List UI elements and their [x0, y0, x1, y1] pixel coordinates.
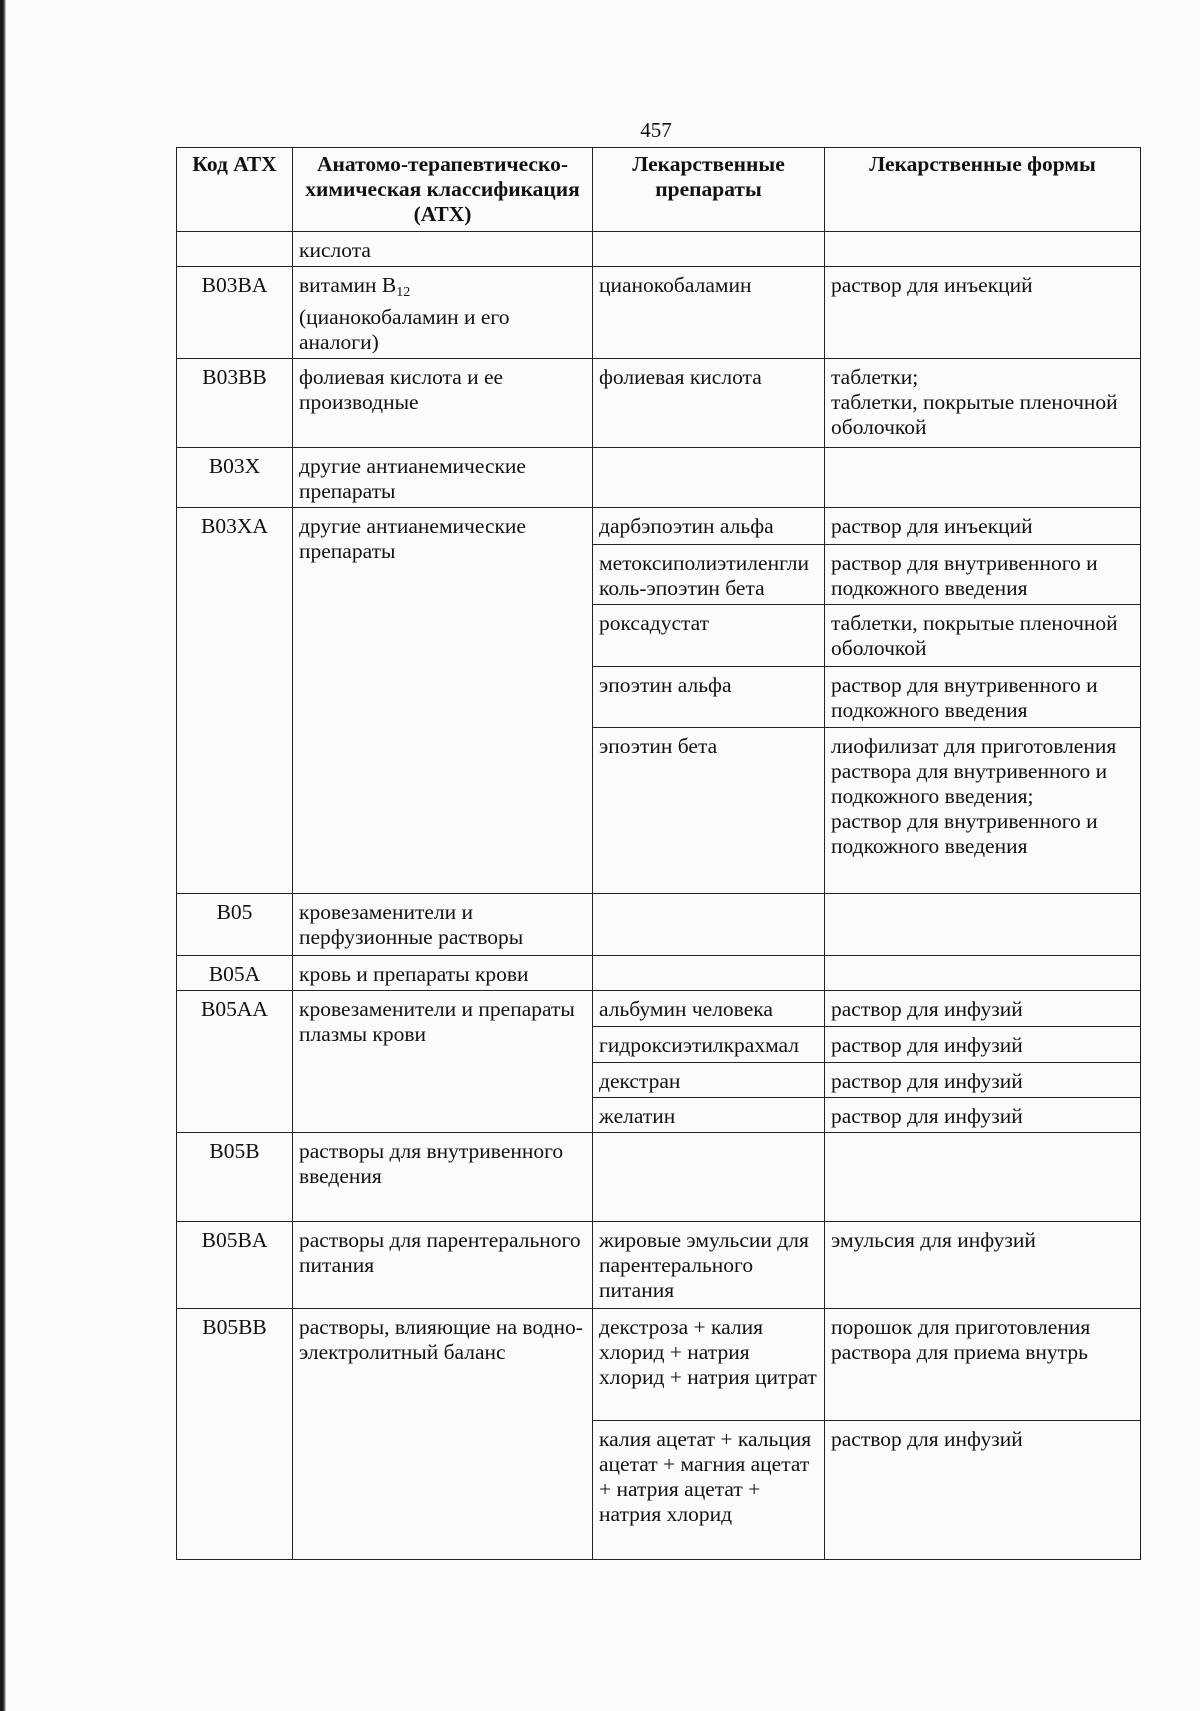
- atc-code: B05A: [177, 956, 293, 991]
- drug-name: эпоэтин альфа: [593, 667, 825, 728]
- drug-name: жировые эмульсии для парентерального питания: [593, 1222, 825, 1309]
- dosage-form: раствор для инъекций: [825, 267, 1141, 359]
- table-row: [177, 956, 1141, 991]
- drug-name: декстроза + калия хлорид + натрия хлорид + натрия цитрат: [593, 1309, 825, 1421]
- dosage-form: [825, 728, 1141, 894]
- header-atc-code: Код АТХ: [177, 148, 293, 232]
- atc-table: [176, 147, 1141, 1560]
- drug-name: декстран: [593, 1063, 825, 1098]
- page-number: 457: [640, 118, 672, 142]
- drug-name: [593, 1133, 825, 1222]
- atc-group: кровь и препараты крови: [293, 956, 593, 991]
- atc-group: кислота: [293, 232, 593, 267]
- drug-name: желатин: [593, 1098, 825, 1133]
- drug-name: метоксиполиэтиленгликоль-эпоэтин бета: [593, 545, 825, 605]
- drug-name: [593, 448, 825, 508]
- atc-code: B03BA: [177, 267, 293, 359]
- drug-name: калия ацетат + кальция ацетат + магния ацетат + натрия ацетат + натрия хлорид: [593, 1421, 825, 1560]
- drug-name: фолиевая кислота: [593, 359, 825, 448]
- drug-name: [593, 894, 825, 956]
- table-row: [177, 448, 1141, 508]
- atc-code: B05BB: [177, 1309, 293, 1560]
- dosage-form: [825, 359, 1141, 448]
- atc-group: кровезаменители и препараты плазмы крови: [293, 991, 593, 1133]
- table-row: [177, 1222, 1141, 1309]
- atc-group: другие антианемические препараты: [293, 508, 593, 894]
- dosage-form: раствор для инъекций: [825, 508, 1141, 545]
- table-row: [177, 991, 1141, 1027]
- dosage-form: таблетки, покрытые пленочной оболочкой: [825, 605, 1141, 667]
- drug-name: [593, 956, 825, 991]
- header-drugs: Лекарственные препараты: [593, 148, 825, 232]
- drug-name: роксадустат: [593, 605, 825, 667]
- scan-edge: [0, 0, 6, 1711]
- atc-group: другие антианемические препараты: [293, 448, 593, 508]
- dosage-form-line: таблетки, покрытые пленочной оболочкой: [831, 390, 1118, 439]
- dosage-form: раствор для инфузий: [825, 1063, 1141, 1098]
- table-row: [177, 1309, 1141, 1421]
- dosage-form-line: лиофилизат для приготовления раствора для внутривенного и подкожного введения;: [831, 734, 1117, 808]
- table-row: [177, 232, 1141, 267]
- dosage-form: [825, 894, 1141, 956]
- dosage-form: раствор для инфузий: [825, 1421, 1141, 1560]
- dosage-form: раствор для инфузий: [825, 991, 1141, 1027]
- table-row: [177, 359, 1141, 448]
- header-row: [177, 148, 1141, 232]
- dosage-form: эмульсия для инфузий: [825, 1222, 1141, 1309]
- atc-code: B03X: [177, 448, 293, 508]
- atc-code: B05AA: [177, 991, 293, 1133]
- atc-code: B05B: [177, 1133, 293, 1222]
- table-row: [177, 508, 1141, 545]
- atc-group: растворы, влияющие на водно-электролитный баланс: [293, 1309, 593, 1560]
- atc-code: [177, 232, 293, 267]
- dosage-form: раствор для инфузий: [825, 1098, 1141, 1133]
- drug-name: [593, 232, 825, 267]
- dosage-form: раствор для внутривенного и подкожного введения: [825, 545, 1141, 605]
- dosage-form: [825, 232, 1141, 267]
- table-row: [177, 267, 1141, 359]
- subscript: 12: [396, 285, 411, 300]
- atc-code: B05BA: [177, 1222, 293, 1309]
- table-row: [177, 894, 1141, 956]
- drug-name: дарбэпоэтин альфа: [593, 508, 825, 545]
- atc-group-text: витамин B: [299, 273, 397, 297]
- atc-group: кровезаменители и перфузионные растворы: [293, 894, 593, 956]
- dosage-form: [825, 448, 1141, 508]
- atc-code: B03XA: [177, 508, 293, 894]
- atc-group: [293, 267, 593, 359]
- header-dosage-forms: Лекарственные формы: [825, 148, 1141, 232]
- dosage-form-line: раствор для внутривенного и подкожного введения: [831, 809, 1098, 858]
- drug-name: эпоэтин бета: [593, 728, 825, 894]
- dosage-form: порошок для приготовления раствора для приема внутрь: [825, 1309, 1141, 1421]
- atc-group-text: (цианокобаламин и его аналоги): [299, 305, 510, 354]
- dosage-form: [825, 956, 1141, 991]
- dosage-form: раствор для внутривенного и подкожного введения: [825, 667, 1141, 728]
- atc-group: растворы для внутривенного введения: [293, 1133, 593, 1222]
- drug-name: альбумин человека: [593, 991, 825, 1027]
- dosage-form-line: таблетки;: [831, 365, 919, 389]
- dosage-form: [825, 1133, 1141, 1222]
- atc-group: фолиевая кислота и ее производные: [293, 359, 593, 448]
- drug-name: цианокобаламин: [593, 267, 825, 359]
- atc-code: B03BB: [177, 359, 293, 448]
- table-row: [177, 1133, 1141, 1222]
- atc-group: растворы для парентерального питания: [293, 1222, 593, 1309]
- dosage-form: раствор для инфузий: [825, 1027, 1141, 1063]
- atc-code: B05: [177, 894, 293, 956]
- header-atc-classification: Анатомо-терапевтическо-химическая классификация (АТХ): [293, 148, 593, 232]
- drug-name: гидроксиэтилкрахмал: [593, 1027, 825, 1063]
